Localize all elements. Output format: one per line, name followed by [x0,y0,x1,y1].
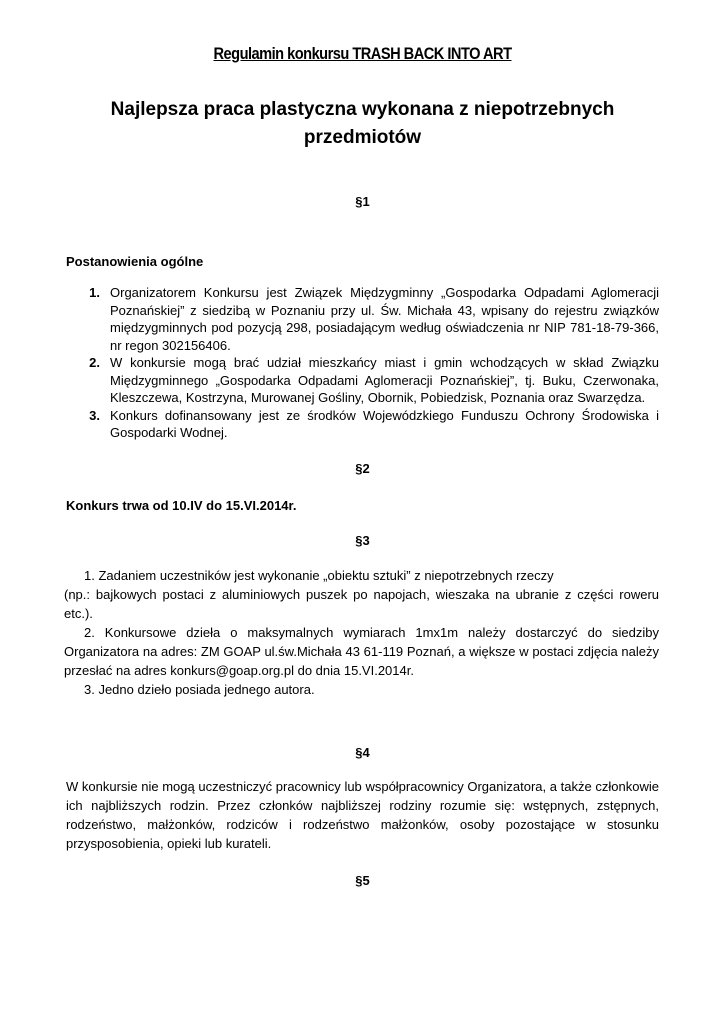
list-item-text: Organizatorem Konkursu jest Związek Międzygminny „Gospodarka Odpadami Aglomeracji Poznańskiej” z siedzibą w Poznaniu przy ul. Św. Michała 43, wpisany do rejestru związków międzygminnych pod pozycją 298, posiadającym według oświadczenia nr NIP 781-18-79-366, nr regon 302156406. [110,285,659,353]
document-title: Regulamin konkursu TRASH BACK INTO ART [213,44,512,63]
document-subtitle: Najlepsza praca plastyczna wykonana z niepotrzebnych przedmiotów [110,99,615,148]
section-5-sign: §5 [355,873,370,888]
list-item-text: W konkursie mogą brać udział mieszkańcy miast i gmin wchodzących w skład Związku Międzygminnego „Gospodarka Odpadami Aglomeracji Poznańskiej”, tj. Buku, Czerwonaka, Kleszczewa, Kostrzyna, Murowanej Gośliny, Obornik, Pobiedzisk, Poznania oraz Swarzędza. [110,355,659,405]
list-item-number: 3. [89,407,100,423]
section-4-sign: §4 [355,745,370,760]
section-4-text: W konkursie nie mogą uczestniczyć pracownicy lub współpracownicy Organizatora, a także członkowie ich najbliższych rodzin. Przez członków najbliższej rodziny rozumie się: wstępnych, zstępnych, rodzeństwo, małżonków, rodziców i rodzeństwo małżonków, osoby pozostające w stosunku przysposobienia, opieki lub kurateli. [66,779,659,851]
section-3-sign: §3 [355,533,370,548]
section-2-text: Konkurs trwa od 10.IV do 15.VI.2014r. [66,498,297,513]
list-item [66,284,659,354]
list-item-number: 2. [89,355,100,370]
section-3-body [64,566,659,699]
section-1-sign: §1 [355,194,370,209]
section-3-item-3: 3. Jedno dzieło posiada jednego autora. [84,682,315,697]
section-1-list [66,284,659,442]
list-item-text: Konkurs dofinansowany jest ze środków Wojewódzkiego Funduszu Ochrony Środowiska i Gospodarki Wodnej. [110,407,659,440]
section-3-item-1: 1. Zadaniem uczestników jest wykonanie „obiektu sztuki” z niepotrzebnych rzeczy [84,568,554,583]
section-3-item-1-example: (np.: bajkowych postaci z aluminiowych puszek po napojach, wieszaka na ubranie z części roweru etc.). [64,587,659,621]
list-item [66,407,659,442]
section-1-heading: Postanowienia ogólne [66,254,204,269]
list-item [66,354,659,407]
section-2-sign: §2 [355,461,370,476]
list-item-number: 1. [89,285,100,300]
section-3-item-2: 2. Konkursowe dzieła o maksymalnych wymiarach 1mx1m należy dostarczyć do siedziby Organizatora na adres: ZM GOAP ul.św.Michała 43 61-119 Poznań, a większe w postaci zdjęcia należy przesłać na adres konkurs@goap.org.pl do dnia 15.VI.2014r. [64,625,659,678]
